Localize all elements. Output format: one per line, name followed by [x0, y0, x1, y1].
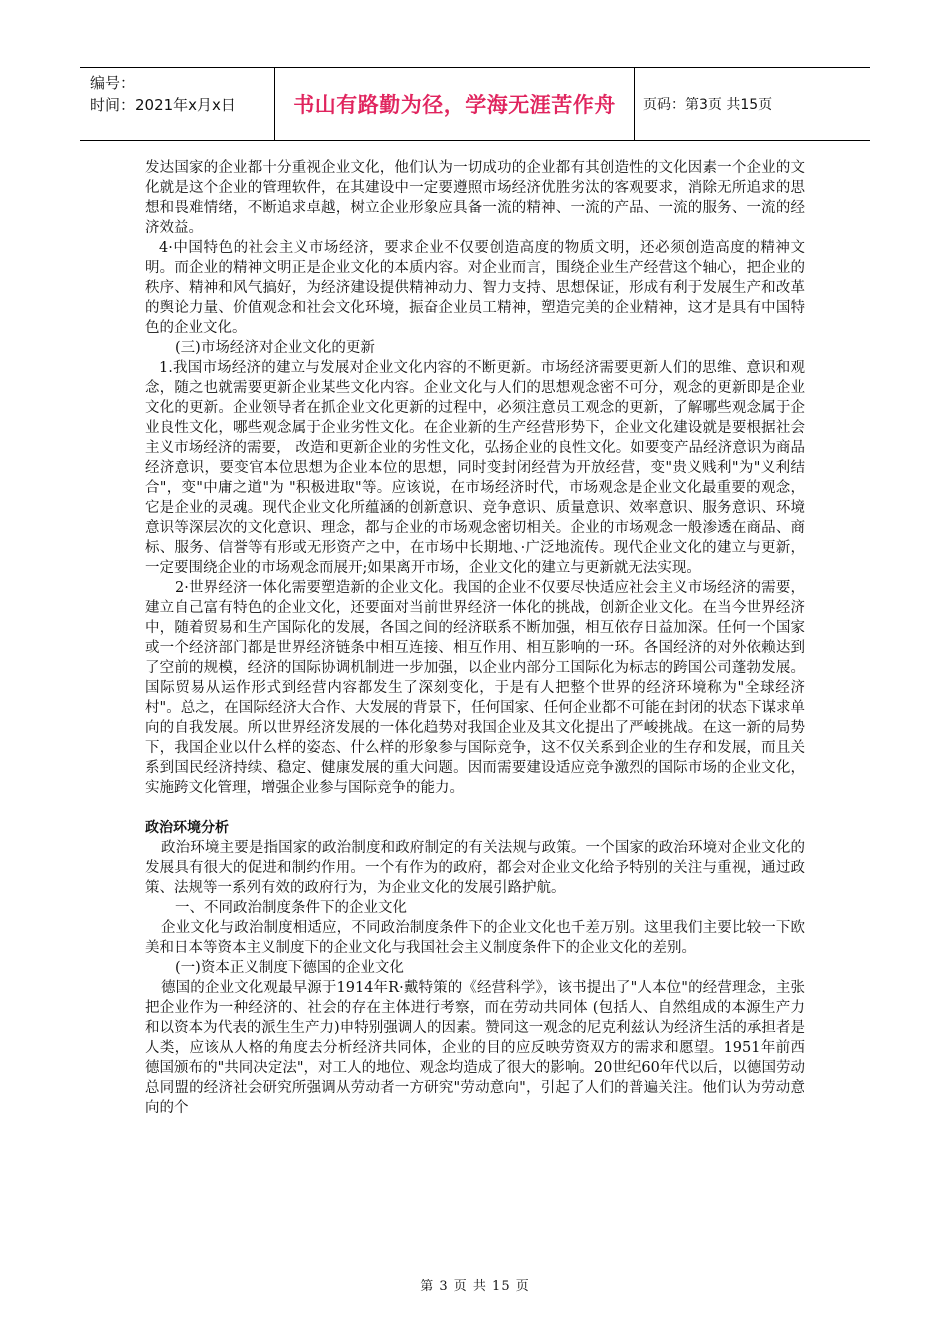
paragraph-4: 1.我国市场经济的建立与发展对企业文化内容的不断更新。市场经济需要更新人们的思维、意识和观念，随之也就需要更新企业某些文化内容。企业文化与人们的思想观念密不可分，观念的更新即是企业文化的更新。企业领导者在抓企业文化更新的过程中，必须注意员工观念的更新，了解哪些观念属于企业良性文化，哪些观念属于企业劣性文化。在企业新的生产经营形势下，企业文化建设就是要根据社会主义市场经济的需要， 改造和更新企业的劣性文化，弘扬企业的良性文化。如要变产品经济意识为商品经济意识，要变官本位思想为企业本位的思想，同时变封闭经营为开放经营，变"贵义贱利"为"义利结合"，变"中庸之道"为 "积极进取"等。应该说，在市场经济时代，市场观念是企业文化最重要的观念，它是企业的灵魂。现代企业文化所蕴涵的创新意识、竞争意识、质量意识、效率意识、服务意识、环境意识等深层次的文化意识、理念，都与企业的市场观念密切相关。企业的市场观念一般渗透在商品、商标、服务、信誉等有形或无形资产之中，在市场中长期地、·广泛地流传。现代企业文化的建立与更新，一定要围绕企业的市场观念而展开;如果离开市场，企业文化的建立与更新就无法实现。 [145, 360, 805, 576]
spacer [145, 798, 805, 818]
page-footer: 第 3 页 共 15 页 [420, 1279, 530, 1294]
paragraph-6: 政治环境主要是指国家的政治制度和政府制定的有关法规与政策。一个国家的政治环境对企业文化的发展具有很大的促进和制约作用。一个有作为的政府，都会对企业文化给予特别的关注与重视，通过政策、法规等一系列有效的政府行为，为企业文化的发展引路护航。 [145, 840, 805, 896]
paragraph-8: 企业文化与政治制度相适应，不同政治制度条件下的企业文化也千差万别。这里我们主要比较一下欧美和日本等资本主义制度下的企业文化与我国社会主义制度条件下的企业文化的差别。 [145, 920, 805, 956]
paragraph-10: 德国的企业文化观最早源于1914年R·戴特策的《经营科学》，该书提出了"人本位"的经营理念，主张把企业作为一种经济的、社会的存在主体进行考察，而在劳动共同体 (包括人、自然组成的本源生产力和以资本为代表的派生生产力)申特别强调人的因素。赞同这一观念的尼克利兹认为经济生活的承担者是人类，应该从人格的角度去分析经济共同体，企业的目的应反映劳资双方的需求和愿望。1951年前西德国颁布的"共同决定法"，对工人的地位、观念均造成了很大的影响。20世纪60年代以后，以德国劳动总同盟的经济社会研究所强调从劳动者一方研究"劳动意向"，引起了人们的普遍关注。他们认为劳动意向的个 [145, 980, 805, 1116]
header-page-cell [635, 68, 870, 140]
header-meta [80, 68, 275, 140]
document-body [145, 158, 805, 1118]
motto-text: 书山有路勤为径，学海无涯苦作舟 [293, 93, 616, 117]
section-heading-market: (三)市场经济对企业文化的更新 [175, 340, 375, 356]
time-label: 时间：2021年x月x日 [90, 96, 236, 114]
page-info: 页码：第3页 共15页 [643, 97, 773, 113]
paragraph-1: 发达国家的企业都十分重视企业文化，他们认为一切成功的企业都有其创造性的文化因素一个企业的文化就是这个企业的管理软件，在其建设中一定要遵照市场经济优胜劣汰的客观要求，消除无所追求的思想和畏难情绪，不断追求卓越，树立企业形象应具备一流的精神、一流的产品、一流的服务、一流的经济效益。 [145, 160, 805, 236]
header-motto-cell [275, 68, 635, 140]
header-table [80, 67, 870, 141]
paragraph-5: 2·世界经济一体化需要塑造新的企业文化。我国的企业不仅要尽快适应社会主义市场经济的需要，建立自己富有特色的企业文化，还要面对当前世界经济一体化的挑战，创新企业文化。在当今世界经济中，随着贸易和生产国际化的发展，各国之间的经济联系不断加强，相互依存日益加深。任何一个国家或一个经济部门都是世界经济链条中相互连接、相互作用、相互影响的一环。各国经济的对外依赖达到了空前的规模，经济的国际协调机制进一步加强，以企业内部分工国际化为标志的跨国公司蓬勃发展。国际贸易从运作形式到经营内容都发生了深刻变化，于是有人把整个世界的经济环境称为"全球经济村"。总之，在国际经济大合作、大发展的背景下，任何国家、任何企业都不可能在封闭的状态下谋求单向的自我发展。所以世界经济发展的一体化趋势对我国企业及其文化提出了严峻挑战。在这一新的局势下，我国企业以什么样的姿态、什么样的形象参与国际竞争，这不仅关系到企业的生存和发展，而且关系到国民经济持续、稳定、健康发展的重大问题。因而需要建设适应竞争激烈的国际市场的企业文化，实施跨文化管理，增强企业参与国际竞争的能力。 [145, 580, 805, 796]
number-label: 编号： [90, 74, 136, 92]
paragraph-2: 4·中国特色的社会主义市场经济，要求企业不仅要创造高度的物质文明，还必须创造高度的精神文明。而企业的精神文明正是企业文化的本质内容。对企业而言，围绕企业生产经营这个轴心，把企业的秩序、精神和风气搞好，为经济建设提供精神动力、智力支持、思想保证，形成有利于发展生产和改革的舆论力量、价值观念和社会文化环境，振奋企业员工精神，塑造完美的企业精神，这才是具有中国特色的企业文化。 [145, 240, 805, 336]
heading-political: 政治环境分析 [145, 820, 229, 836]
subheading-germany: (一)资本正义制度下德国的企业文化 [175, 960, 404, 976]
subheading-political-systems: 一、不同政治制度条件下的企业文化 [175, 900, 407, 916]
